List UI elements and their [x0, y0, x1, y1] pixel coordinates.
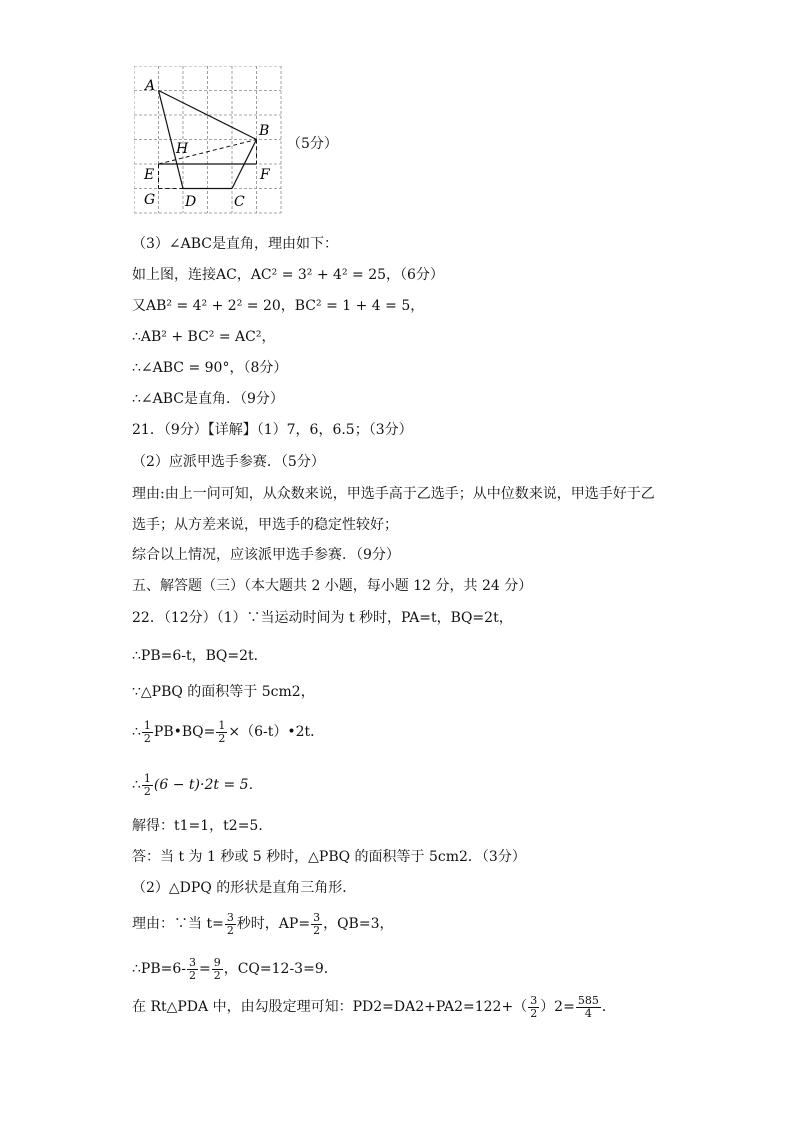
- fraction-numerator: 3: [188, 955, 196, 969]
- line-angle-90: ∴∠ABC = 90°，（8分）: [132, 360, 288, 376]
- fraction-numerator: 3: [313, 910, 321, 924]
- line-q21-conclusion: 综合以上情况，应该派甲选手参赛．（9分）: [132, 547, 400, 563]
- equation-text: ．: [601, 999, 616, 1015]
- fraction-three-half: [187, 957, 198, 982]
- line-pb-bq: ∴PB=6-t，BQ=2t．: [132, 648, 268, 664]
- line-q21-part2: （2）应派甲选手参赛．（5分）: [132, 454, 325, 470]
- fraction-denominator: 2: [218, 731, 226, 745]
- equation-text: (6 − t)·2t = 5．: [153, 777, 263, 793]
- fraction-numerator: 9: [213, 955, 221, 969]
- line-pb-cq: [132, 954, 338, 984]
- label-b: B: [259, 123, 270, 139]
- line-right-angle: ∴∠ABC是直角．（9分）: [132, 391, 284, 407]
- line-q21-reason-cont: 选手；从方差来说，甲选手的稳定性较好；: [132, 517, 398, 533]
- line-area-given: ∵△PBQ 的面积等于 5cm2，: [132, 684, 315, 700]
- fraction-numerator: 1: [143, 718, 151, 732]
- fraction-denominator: 2: [530, 1006, 538, 1020]
- line-pythagoras-sum: ∴AB² + BC² = AC²，: [132, 329, 276, 345]
- label-g: G: [144, 192, 156, 208]
- line-reason-t: [132, 909, 393, 939]
- equation-text: ）2=: [540, 999, 575, 1015]
- therefore-symbol: ∴: [132, 724, 141, 740]
- equation-text: 在 Rt△PDA 中，由勾股定理可知：PD2=DA2+PA2=122+（: [132, 999, 528, 1015]
- line-q22-part1: 22．（12分）（1）∵当运动时间为 t 秒时，PA=t，BQ=2t，: [132, 610, 513, 626]
- fraction-denominator: 2: [226, 923, 234, 937]
- line-solution: 解得：t1=1，t2=5．: [132, 818, 273, 834]
- line-q21-part1: 21．（9分）【详解】（1）7，6，6.5；（3分）: [132, 422, 413, 438]
- fraction-denominator: 2: [188, 968, 196, 982]
- equation-text: PB•BQ=: [153, 724, 216, 740]
- fraction-denominator: 4: [584, 1006, 592, 1020]
- fraction-numerator: 3: [530, 993, 538, 1007]
- line-area-equation: [132, 717, 324, 747]
- fraction-nine-half: [212, 957, 223, 982]
- therefore-symbol: ∴: [132, 777, 141, 793]
- equation-text: 秒时，AP=: [236, 916, 311, 932]
- fraction-numerator: 1: [143, 771, 151, 785]
- figure-score: （5分）: [287, 136, 338, 152]
- fraction-three-half: [311, 912, 322, 937]
- fraction-one-half: [142, 773, 153, 798]
- line-area-equation-2: [132, 770, 263, 800]
- fraction-three-half: [528, 995, 539, 1020]
- fraction-585-4: [576, 995, 601, 1020]
- line-rt-pda: [132, 992, 616, 1022]
- line-ab-bc-square: 又AB² = 4² + 2² = 20，BC² = 1 + 4 = 5，: [132, 298, 425, 314]
- grid-lines: [134, 66, 281, 213]
- grid-diagram: [134, 66, 282, 214]
- fraction-one-half: [216, 720, 227, 745]
- line-q21-reason: 理由:由上一问可知，从众数来说，甲选手高于乙选手；从中位数来说，甲选手好于乙: [132, 486, 655, 502]
- label-e: E: [144, 167, 155, 183]
- label-a: A: [145, 78, 156, 94]
- geometry-figure: [134, 66, 282, 214]
- equation-text: ，QB=3，: [323, 916, 394, 932]
- fraction-three-half: [225, 912, 236, 937]
- fraction-numerator: 1: [218, 718, 226, 732]
- line-ac-square: 如上图，连接AC，AC² = 3² + 4² = 25，（6分）: [132, 267, 444, 283]
- line-3-reason: （3）∠ABC是直角，理由如下：: [132, 236, 339, 252]
- label-h: H: [176, 141, 189, 157]
- equation-text: 理由：∵当 t=: [132, 916, 224, 932]
- label-f: F: [260, 167, 270, 183]
- equation-text: =: [198, 961, 211, 977]
- fraction-numerator: 585: [577, 993, 599, 1007]
- section-heading: 五、解答题（三）（本大题共 2 小题，每小题 12 分，共 24 分）: [132, 578, 533, 594]
- line-q22-part2: （2）△DPQ 的形状是直角三角形．: [132, 880, 357, 896]
- equation-text: ∴PB=6-: [132, 961, 186, 977]
- fraction-denominator: 2: [313, 923, 321, 937]
- line-answer: 答：当 t 为 1 秒或 5 秒时，△PBQ 的面积等于 5cm2．（3分）: [132, 849, 526, 865]
- equation-text: ×（6-t）•2t．: [228, 724, 325, 740]
- label-d: D: [185, 194, 197, 210]
- equation-text: ，CQ=12-3=9．: [223, 961, 338, 977]
- fraction-numerator: 3: [226, 910, 234, 924]
- fraction-denominator: 2: [143, 731, 151, 745]
- label-c: C: [234, 194, 245, 210]
- fraction-one-half: [142, 720, 153, 745]
- fraction-denominator: 2: [143, 784, 151, 798]
- fraction-denominator: 2: [213, 968, 221, 982]
